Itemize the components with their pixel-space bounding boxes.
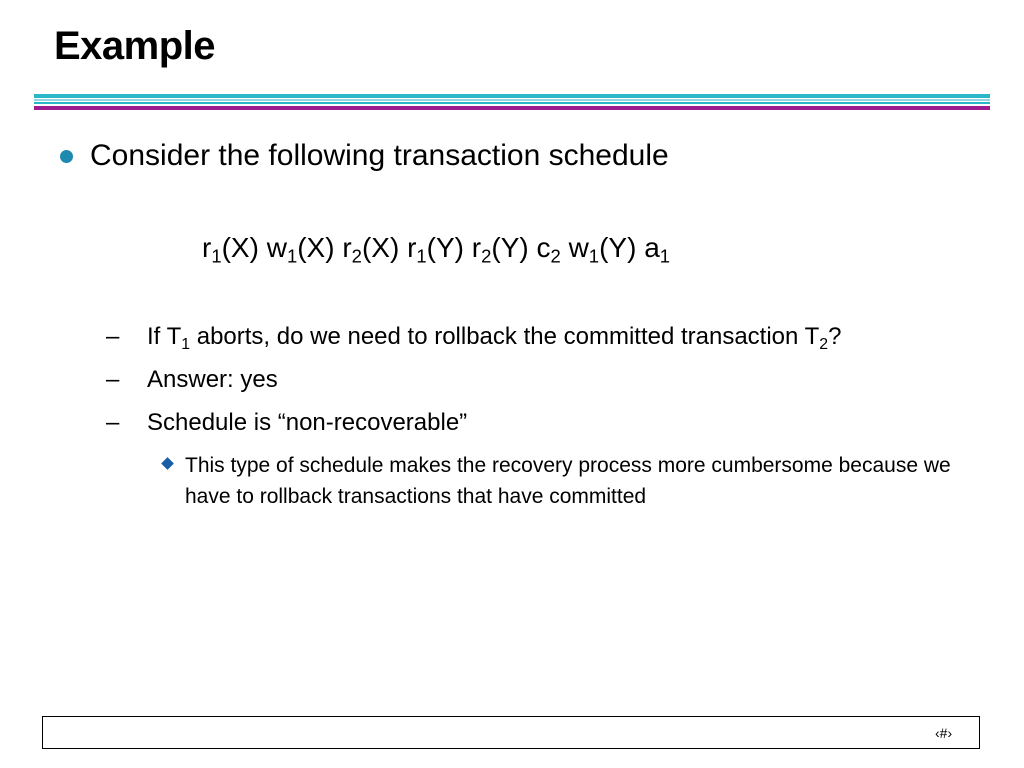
op-subscript: 1 (416, 245, 427, 267)
op-argument: (Y) (426, 232, 464, 263)
sub-bullet-part: ? (828, 323, 842, 350)
diamond-bullet-icon (161, 457, 174, 470)
sub-bullet-text: Answer: yes (147, 366, 278, 393)
sub-bullet-text: Schedule is “non-recoverable” (147, 409, 468, 436)
op-letter: r (407, 232, 417, 263)
dash-bullet-icon: – (106, 366, 120, 393)
op-letter: w (568, 232, 589, 263)
op-subscript: 2 (351, 245, 362, 267)
schedule-op (644, 232, 671, 267)
op-subscript: 1 (588, 245, 600, 267)
schedule-op (568, 232, 637, 267)
op-letter: r (202, 232, 212, 263)
schedule-op (407, 232, 464, 267)
dash-bullet-icon: – (106, 323, 120, 350)
transaction-schedule (202, 230, 670, 266)
op-subscript: 2 (550, 245, 561, 267)
op-letter: r (342, 232, 352, 263)
op-subscript: 1 (211, 245, 222, 267)
op-letter: a (644, 232, 660, 263)
title-divider-magenta (34, 106, 990, 110)
slide-title: Example (54, 24, 216, 68)
schedule-op (266, 232, 335, 267)
subscript: 1 (181, 335, 191, 353)
title-divider-teal (34, 94, 990, 98)
op-subscript: 1 (286, 245, 298, 267)
subscript: 2 (819, 335, 829, 353)
op-letter: w (266, 232, 287, 263)
bullet-text: Consider the following transaction schedule (90, 139, 669, 172)
op-argument: (X) (361, 232, 400, 263)
sub-bullet-part: aborts, do we need to rollback the committed transaction T (190, 323, 820, 350)
bullet-dot-icon (60, 150, 73, 163)
op-argument: (Y) (491, 232, 529, 263)
op-letter: c (536, 232, 551, 263)
op-subscript: 2 (481, 245, 492, 267)
title-divider-teal-light (34, 99, 990, 101)
sub-bullet-text (147, 322, 841, 352)
sub-bullet-part: If T (147, 323, 182, 350)
dash-bullet-icon: – (106, 409, 120, 436)
op-argument: (X) (221, 232, 259, 263)
op-letter: r (471, 232, 482, 263)
sub-sub-bullet-text: This type of schedule makes the recovery process more cumbersome because we have to rollback transactions that have committed (185, 454, 951, 508)
schedule-op (471, 232, 529, 267)
page-number: ‹#› (935, 725, 953, 741)
schedule-op (342, 232, 400, 267)
schedule-op (202, 232, 259, 267)
op-argument: (Y) (599, 232, 637, 263)
schedule-op (536, 232, 561, 267)
op-argument: (X) (297, 232, 335, 263)
op-subscript: 1 (659, 245, 671, 267)
footer-box (42, 716, 980, 749)
title-divider-teal-thin (34, 102, 990, 104)
